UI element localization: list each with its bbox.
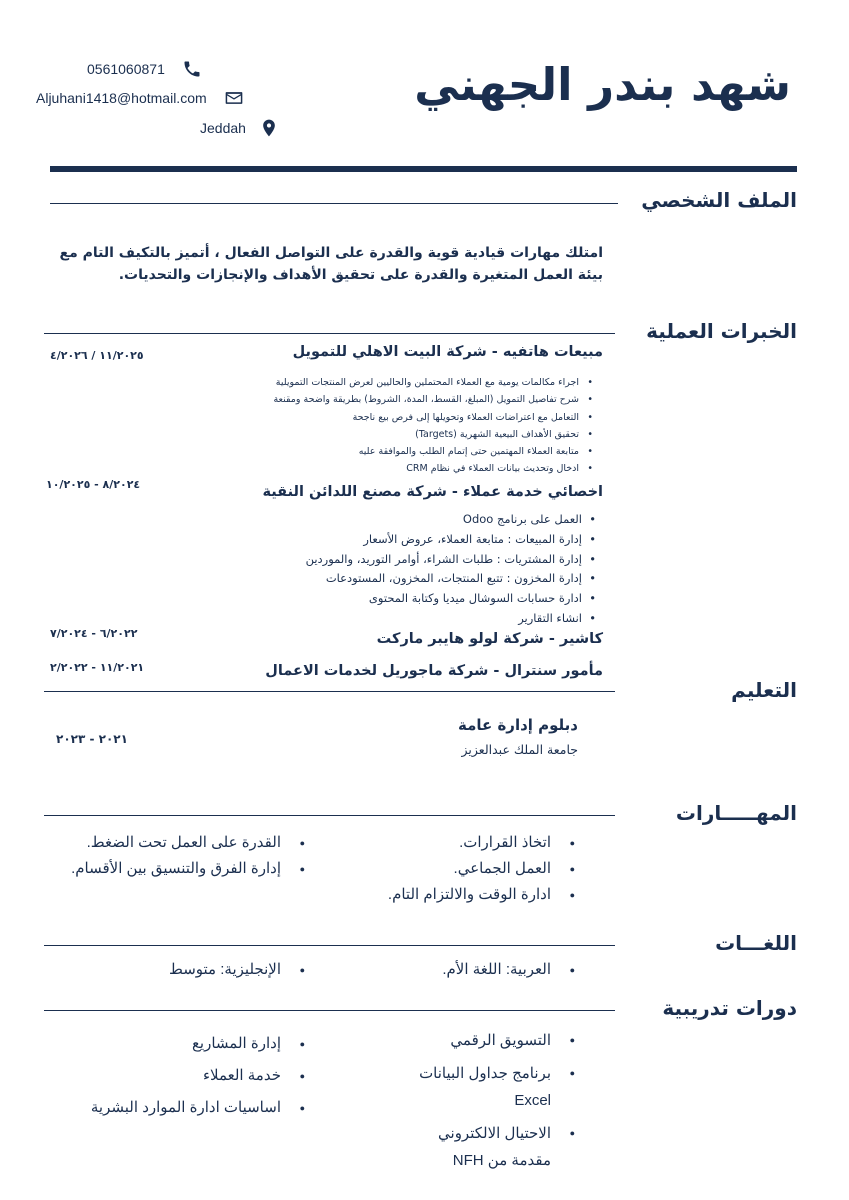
list-item: • التعامل مع اعتراضات العملاء وتحويلها إلى فرص بيع ناجحة (273, 409, 593, 426)
courses-rule (44, 1010, 615, 1011)
skills-section-title: المهـــــارات (675, 801, 797, 825)
list-item: • العمل على برنامج Odoo (306, 510, 596, 530)
education-date: ٢٠٢١ - ٢٠٢٣ (56, 732, 128, 746)
list-item: • انشاء التقارير (306, 609, 596, 629)
list-item: ● ادارة الوقت والالتزام التام. (388, 882, 577, 908)
languages-section-title: اللغـــات (715, 931, 797, 955)
job-date: ١١/٢٠٢٥ / ٤/٢٠٢٦ (50, 349, 144, 362)
list-item: • شرح تفاصيل التمويل (المبلغ، القسط، المدة، الشروط) بطريقة واضحة ومقنعة (273, 391, 593, 408)
list-item: ● إدارة المشاريع (91, 1028, 307, 1060)
list-item: • ادارة حسابات السوشال ميديا وكتابة المحتوى (306, 589, 596, 609)
list-item: ● برنامج جداول البيانات Excel (417, 1060, 577, 1114)
job-date: ٦/٢٠٢٢ - ٧/٢٠٢٤ (50, 627, 138, 640)
city: Jeddah (200, 120, 246, 136)
list-item: • إدارة المخزون : تتبع المنتجات، المخزون، المستودعات (306, 569, 596, 589)
list-item: ● الإنجليزية: متوسط (169, 957, 307, 983)
courses-list-left (91, 1028, 307, 1124)
education-degree: دبلوم إدارة عامة (457, 716, 578, 734)
languages-list-right (442, 957, 577, 983)
education-section-title: التعليم (731, 678, 797, 702)
list-item: • متابعة العملاء المهتمين حتى إتمام الطلب والموافقة عليه (273, 443, 593, 460)
job-task-list (306, 510, 596, 629)
experience-section-title: الخبرات العملية (646, 319, 797, 343)
list-item: • إدارة المبيعات : متابعة العملاء، عروض الأسعار (306, 530, 596, 550)
profile-summary: امتلك مهارات قيادية قوية والقدرة على التواصل الفعال ، أتميز بالتكيف التام مع بيئة العمل المتغيرة والقدرة على تحقيق الأهداف والإنجازات والتحديات. (59, 245, 603, 283)
job-title: مبيعات هاتفيه - شركة البيت الاهلي للتمويل (292, 344, 603, 360)
languages-rule (44, 945, 615, 946)
skills-list-right (388, 830, 577, 908)
list-item: • ادخال وتحديث بيانات العملاء في نظام CRM (273, 460, 593, 477)
list-item: ● القدرة على العمل تحت الضغط. (71, 830, 307, 856)
list-item: ● التسويق الرقمي (417, 1027, 577, 1054)
courses-section-title: دورات تدريبية (662, 996, 797, 1020)
list-item: ● اساسيات ادارة الموارد البشرية (91, 1092, 307, 1124)
education-rule (44, 691, 615, 692)
job-title: كاشير - شركة لولو هايبر ماركت (376, 631, 603, 647)
skills-rule (44, 815, 615, 816)
candidate-name: شهد بندر الجهني (414, 58, 791, 111)
list-item: ● العمل الجماعي. (388, 856, 577, 882)
list-item: ● اتخاذ القرارات. (388, 830, 577, 856)
phone-number[interactable]: 0561060871 (87, 61, 165, 77)
list-item: ● العربية: اللغة الأم. (442, 957, 577, 983)
profile-section-title: الملف الشخصي (641, 188, 797, 212)
email-address[interactable]: Aljuhani1418@hotmail.com (36, 90, 207, 106)
job-title: اخصائي خدمة عملاء - شركة مصنع اللدائن النقية (262, 484, 603, 500)
list-item: ● خدمة العملاء (91, 1060, 307, 1092)
list-item: • اجراء مكالمات يومية مع العملاء المحتملين والحاليين لعرض المنتجات التمويلية (273, 374, 593, 391)
list-item: • تحقيق الأهداف البيعية الشهرية (Targets) (273, 426, 593, 443)
education-institution: جامعة الملك عبدالعزيز (461, 742, 578, 757)
phone-icon (182, 59, 202, 79)
experience-rule (44, 333, 615, 334)
languages-list-left (169, 957, 307, 983)
mail-icon (224, 88, 244, 108)
list-item: • إدارة المشتريات : طلبات الشراء، أوامر التوريد، والموردين (306, 550, 596, 570)
list-item: ● الاحتيال الالكتروني مقدمة من NFH (417, 1120, 577, 1174)
profile-rule (50, 203, 618, 204)
location-icon (259, 118, 279, 138)
header-divider (50, 166, 797, 172)
job-date: ٨/٢٠٢٤ - ١٠/٢٠٢٥ (46, 478, 141, 491)
job-title: مأمور سنترال - شركة ماجوريل لخدمات الاعمال (265, 663, 603, 679)
skills-list-left (71, 830, 307, 882)
list-item: ● إدارة الفرق والتنسيق بين الأقسام. (71, 856, 307, 882)
job-task-list (273, 374, 593, 478)
courses-list-right (417, 1027, 577, 1180)
job-date: ١١/٢٠٢١ - ٢/٢٠٢٢ (50, 661, 145, 674)
